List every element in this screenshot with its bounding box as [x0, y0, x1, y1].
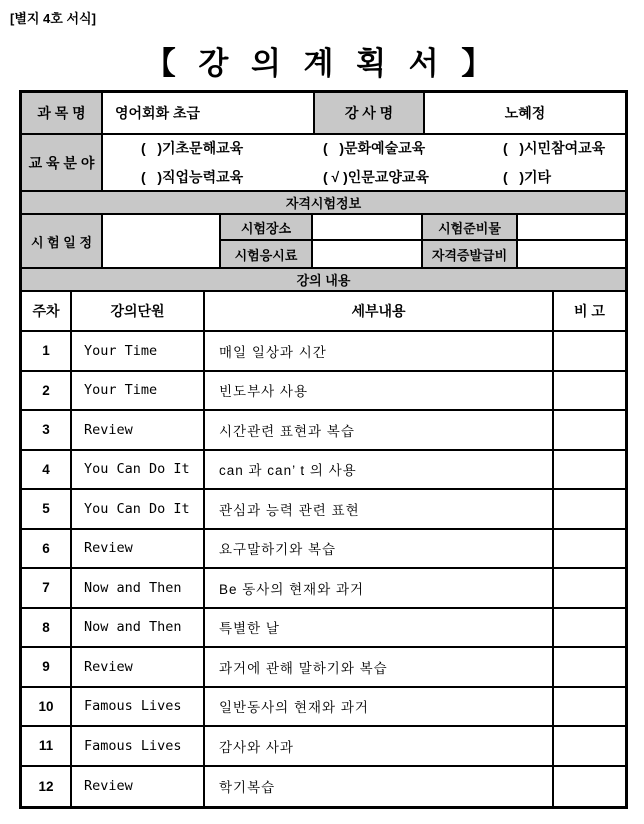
week-cell: 5 [22, 490, 72, 528]
week-cell: 6 [22, 530, 72, 568]
option-culture-arts: ( )문화예술교육 [323, 140, 426, 156]
note-cell [554, 411, 625, 449]
note-cell [554, 530, 625, 568]
education-field-row [22, 135, 625, 192]
unit-cell: Now and Then [72, 609, 205, 647]
detail-cell: 매일 일상과 시간 [205, 332, 554, 370]
week-cell: 4 [22, 451, 72, 489]
week-cell: 11 [22, 727, 72, 765]
table-row [22, 688, 625, 728]
table-row [22, 727, 625, 767]
detail-cell: 빈도부사 사용 [205, 372, 554, 410]
week-cell: 1 [22, 332, 72, 370]
note-cell [554, 372, 625, 410]
unit-cell: Review [72, 530, 205, 568]
option-etc: ( )기타 [503, 169, 552, 185]
week-cell: 7 [22, 569, 72, 607]
week-cell: 9 [22, 648, 72, 686]
week-cell: 12 [22, 767, 72, 807]
header-note: 비 고 [574, 303, 605, 319]
option-basic-literacy: ( )기초문해교육 [141, 140, 244, 156]
exam-location-label: 시험장소 [221, 215, 313, 241]
option-vocational: ( )직업능력교육 [141, 169, 244, 185]
note-cell [554, 609, 625, 647]
note-cell [554, 688, 625, 726]
detail-cell: 관심과 능력 관련 표현 [205, 490, 554, 528]
cert-fee-label: 자격증발급비 [423, 241, 518, 267]
note-cell [554, 451, 625, 489]
subject-label: 과 목 명 [22, 93, 103, 133]
lecture-content-band [22, 269, 625, 292]
table-row [22, 767, 625, 807]
subject-row [22, 93, 625, 135]
table-row [22, 332, 625, 372]
unit-cell: Now and Then [72, 569, 205, 607]
content-header-row [22, 292, 625, 332]
table-row [22, 609, 625, 649]
education-field-label: 교 육 분 야 [22, 135, 103, 190]
week-cell: 10 [22, 688, 72, 726]
exam-schedule-block [22, 215, 625, 269]
unit-cell: Review [72, 767, 205, 807]
instructor-label: 강 사 명 [315, 93, 425, 133]
unit-cell: Famous Lives [72, 727, 205, 765]
option-humanities-checked: ( √ )인문교양교육 [323, 169, 429, 185]
subject-value: 영어회화 초급 [103, 93, 315, 133]
exam-schedule-value [103, 215, 221, 267]
lecture-plan-table [19, 90, 628, 809]
note-cell [554, 767, 625, 807]
detail-cell: 시간관련 표현과 복습 [205, 411, 554, 449]
detail-cell: 일반동사의 현재와 과거 [205, 688, 554, 726]
note-cell [554, 490, 625, 528]
exam-info-title: 자격시험정보 [22, 192, 625, 213]
table-row [22, 490, 625, 530]
exam-fee-label: 시험응시료 [221, 241, 313, 267]
lecture-content-title: 강의 내용 [22, 269, 625, 290]
detail-cell: 요구말하기와 복습 [205, 530, 554, 568]
unit-cell: You Can Do It [72, 490, 205, 528]
table-row [22, 648, 625, 688]
table-row [22, 569, 625, 609]
header-week: 주차 [22, 292, 72, 330]
unit-cell: Your Time [72, 372, 205, 410]
note-cell [554, 332, 625, 370]
unit-cell: Famous Lives [72, 688, 205, 726]
unit-cell: Review [72, 648, 205, 686]
table-row [22, 411, 625, 451]
week-cell: 8 [22, 609, 72, 647]
table-row [22, 451, 625, 491]
exam-supplies-label: 시험준비물 [423, 215, 518, 241]
exam-schedule-label: 시 험 일 정 [22, 215, 103, 267]
instructor-value: 노혜정 [504, 105, 546, 121]
education-field-options [103, 135, 625, 190]
table-row [22, 372, 625, 412]
page-title: 【 강 의 계 획 서 】 [144, 46, 500, 81]
header-detail: 세부내용 [205, 292, 554, 330]
exam-supplies-value [518, 215, 625, 241]
unit-cell: Your Time [72, 332, 205, 370]
note-cell [554, 569, 625, 607]
note-cell [554, 648, 625, 686]
exam-info-band [22, 192, 625, 215]
cert-fee-value [518, 241, 625, 267]
unit-cell: You Can Do It [72, 451, 205, 489]
exam-location-value [313, 215, 423, 241]
form-annex-label: [별지 4호 서식] [10, 11, 96, 26]
detail-cell: 감사와 사과 [205, 727, 554, 765]
exam-fee-value [313, 241, 423, 267]
detail-cell: Be 동사의 현재와 과거 [205, 569, 554, 607]
detail-cell: 특별한 날 [205, 609, 554, 647]
week-cell: 2 [22, 372, 72, 410]
detail-cell: 학기복습 [205, 767, 554, 807]
table-row [22, 530, 625, 570]
week-cell: 3 [22, 411, 72, 449]
option-civic: ( )시민참여교육 [503, 140, 606, 156]
unit-cell: Review [72, 411, 205, 449]
note-cell [554, 727, 625, 765]
detail-cell: can 과 can’ t 의 사용 [205, 451, 554, 489]
header-unit: 강의단원 [72, 292, 205, 330]
detail-cell: 과거에 관해 말하기와 복습 [205, 648, 554, 686]
